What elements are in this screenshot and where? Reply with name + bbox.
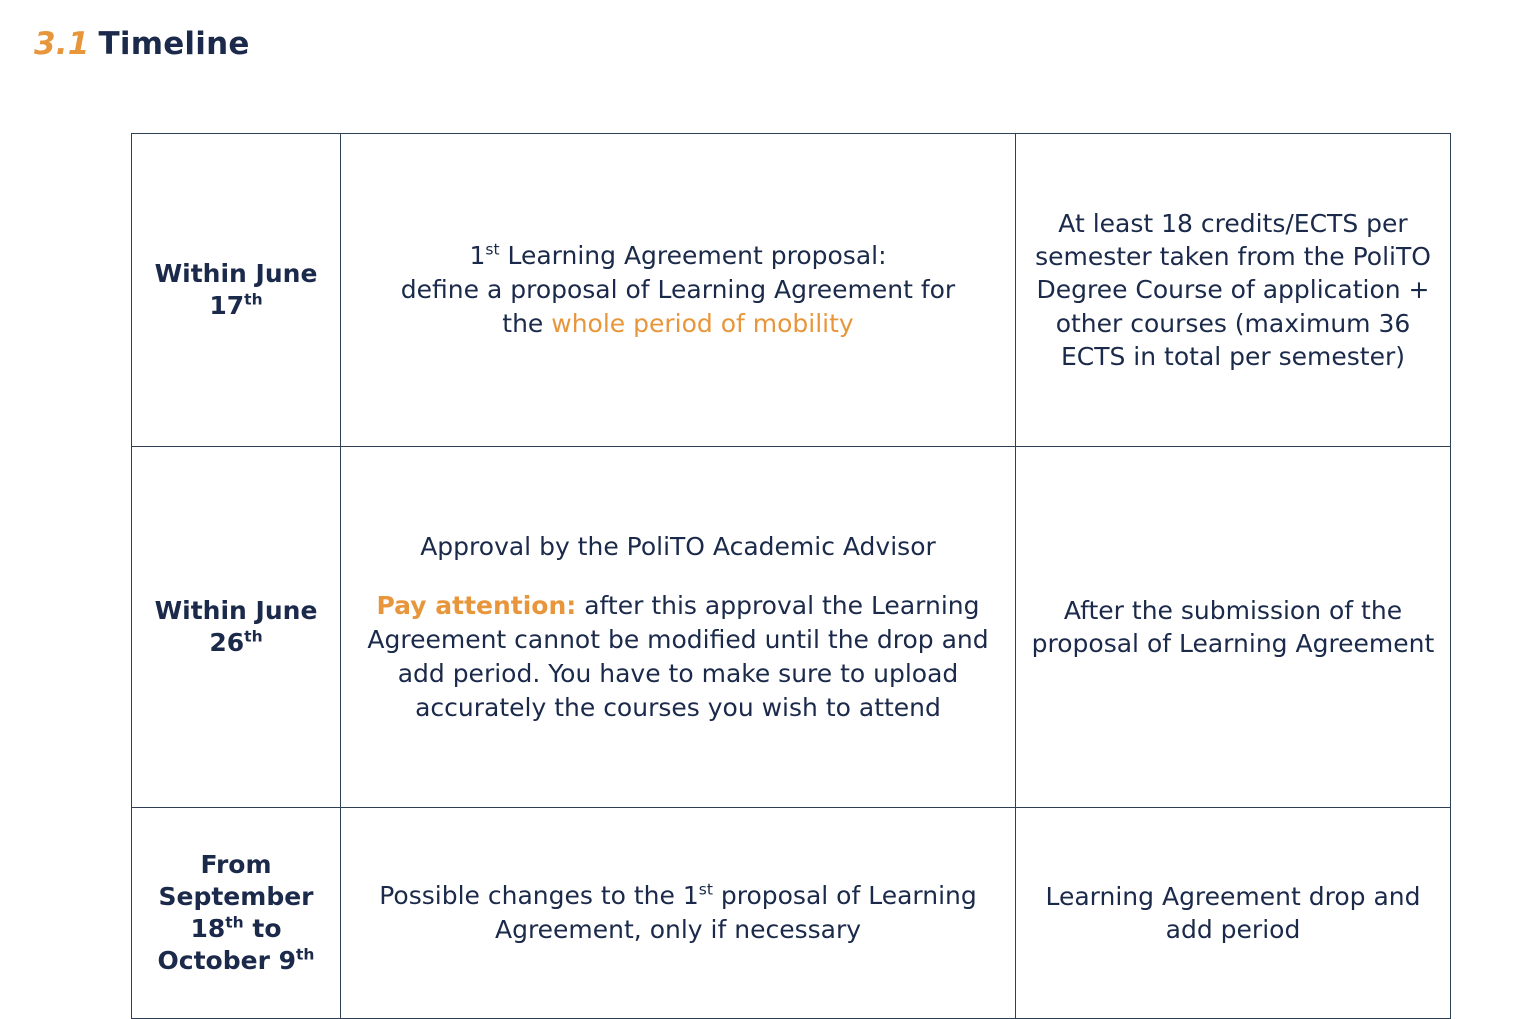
- deadline-line-3: 18th to: [190, 913, 282, 943]
- note-cell-1: At least 18 credits/ECTS per semester taken from the PoliTO Degree Course of application + other courses (maximum 36 ECTS in total per semester): [1016, 134, 1451, 447]
- warning-label: Pay attention:: [376, 591, 577, 621]
- deadline-line-2: 17th: [209, 290, 263, 320]
- table-row: [132, 808, 1451, 1019]
- ordinal-suffix: th: [225, 913, 244, 932]
- page-title: [34, 26, 250, 62]
- highlight-text: whole period of mobility: [551, 308, 854, 338]
- action-line-1: 1st Learning Agreement proposal:: [469, 241, 887, 271]
- note-cell-3: Learning Agreement drop and add period: [1016, 808, 1451, 1019]
- action-cell-1: [341, 134, 1016, 447]
- deadline-line-1: Within June: [154, 259, 318, 288]
- action-cell-3: Possible changes to the 1st proposal of Learning Agreement, only if necessary: [341, 808, 1016, 1019]
- deadline-line-2: 26th: [209, 627, 263, 657]
- deadline-cell-1: [132, 134, 341, 447]
- section-title: Timeline: [98, 26, 250, 62]
- note-cell-2: After the submission of the proposal of Learning Agreement: [1016, 447, 1451, 808]
- action-paragraph: Pay attention: after this approval the Learning Agreement cannot be modified until the drop and add period. You have to make sure to upload accurately the courses you wish to attend: [367, 591, 989, 722]
- action-line-3: the whole period of mobility: [502, 308, 854, 338]
- deadline-line-1: Within June: [154, 596, 318, 625]
- section-number: 3.1: [34, 26, 90, 62]
- action-cell-2: [341, 447, 1016, 808]
- deadline-cell-3: [132, 808, 341, 1019]
- deadline-line-1: From: [200, 850, 272, 879]
- ordinal-suffix: th: [244, 290, 263, 309]
- ordinal-suffix: th: [244, 627, 263, 646]
- deadline-line-2: September: [158, 882, 314, 911]
- deadline-cell-2: [132, 447, 341, 808]
- paragraph-spacer: [355, 563, 1001, 589]
- timeline-table: [131, 133, 1451, 1019]
- ordinal-suffix: st: [698, 880, 713, 899]
- table-row: [132, 447, 1451, 808]
- action-line-1: Approval by the PoliTO Academic Advisor: [420, 531, 936, 561]
- table-row: [132, 134, 1451, 447]
- deadline-line-4: October 9th: [157, 945, 315, 975]
- ordinal-suffix: th: [296, 945, 315, 964]
- action-line-2: define a proposal of Learning Agreement for: [400, 275, 956, 305]
- ordinal-suffix: st: [485, 241, 500, 260]
